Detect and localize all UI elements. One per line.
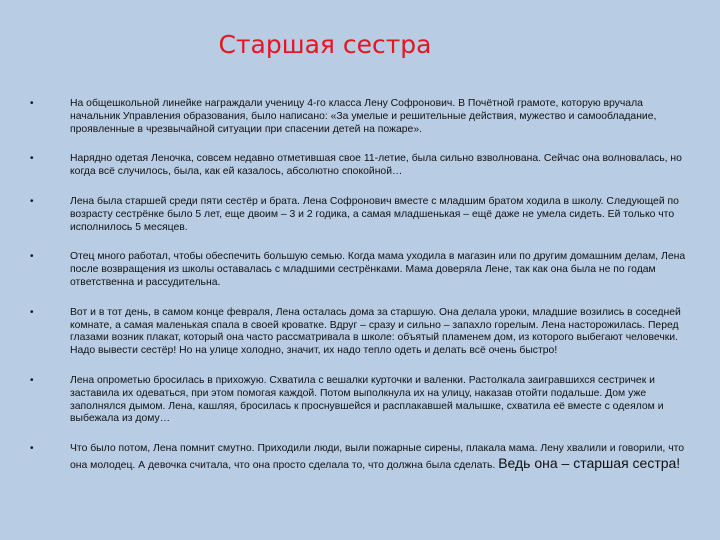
bullet-icon: • <box>30 374 34 386</box>
list-item <box>30 443 690 473</box>
bullet-icon: • <box>30 98 34 109</box>
bullet-icon: • <box>30 251 34 263</box>
list-item <box>30 98 690 136</box>
paragraph-text: Лена была старшей среди пяти сестёр и брата. Лена Софронович вместе с младшим братом ходила в школу. Следующей по возрасту сестрёнке было 5 лет, еще двоим – 3 и 2 годика, а самая младшенькая – ещё даже не умела сидеть. Ей только что исполнилось 5 месяцев. <box>70 195 679 233</box>
paragraph-text: Что было потом, Лена помнит смутно. Приходили люди, выли пожарные сирены, плакала мама. Лену хвалили и говорили, что она молодец. А девочка считала, что она просто сделала то, что должна была сделать. <box>70 443 685 471</box>
paragraph-text: Вот и в тот день, в самом конце февраля, Лена осталась дома за старшую. Она делала уроки, младшие возились в соседней комнате, а самая маленькая спала в своей кроватке. Вдруг – сразу и сильно – запахло горелым. Лена насторожилась. Перед глазами возник плакат, который она часто рассматривала в школе: объятый пламенем дом, из которого выбегают человечки. Надо вывести сестёр! Но на улице холодно, значит, их надо тепло одеть и делать всё очень быстро! <box>70 306 681 357</box>
list-item <box>30 307 690 358</box>
bullet-icon: • <box>30 153 34 165</box>
paragraph-text: На общешкольной линейке награждали ученицу 4-го класса Лену Софронович. В Почётной грамоте, которую вручала начальник Управления образования, было написано: «За умелые и решительные действия, мужество и самообладание, проявленные в чрезвычайной ситуации при спасении детей на пожаре». <box>70 98 657 135</box>
bullet-list <box>30 98 690 490</box>
bullet-icon: • <box>30 306 34 318</box>
slide-title: Старшая сестра <box>218 30 432 59</box>
paragraph-text: Нарядно одетая Леночка, совсем недавно отметившая свое 11-летие, была сильно взволнована. Сейчас она волновалась, но когда всё случилось, была, как ей казалось, абсолютно спокойной… <box>70 153 682 178</box>
list-item <box>30 153 690 179</box>
paragraph-text: Лена опрометью бросилась в прихожую. Схватила с вешалки курточки и валенки. Растолкала заигравшихся сестричек и заставила их одеваться, при этом помогая каждой. Потом выполкнула их на улицу, наказав отойти подальше. Дом уже заполнялся дымом. Лена, кашляя, бросилась к проснувшейся и расплакавшей малышке, схватила её вместе с одеялом и выбежала из дому… <box>70 374 664 425</box>
list-item <box>30 251 690 289</box>
paragraph-text: Отец много работал, чтобы обеспечить большую семью. Когда мама уходила в магазин или по другим домашним делам, Лена после возвращения из школы оставалась с младшими сестрёнками. Мама доверяла Лене, так как она была не по годам ответственна и рассудительна. <box>70 251 686 288</box>
closing-phrase: Ведь она – старшая сестра! <box>498 454 681 471</box>
bullet-icon: • <box>30 195 34 207</box>
bullet-icon: • <box>30 443 34 455</box>
list-item <box>30 196 690 234</box>
list-item <box>30 375 690 426</box>
